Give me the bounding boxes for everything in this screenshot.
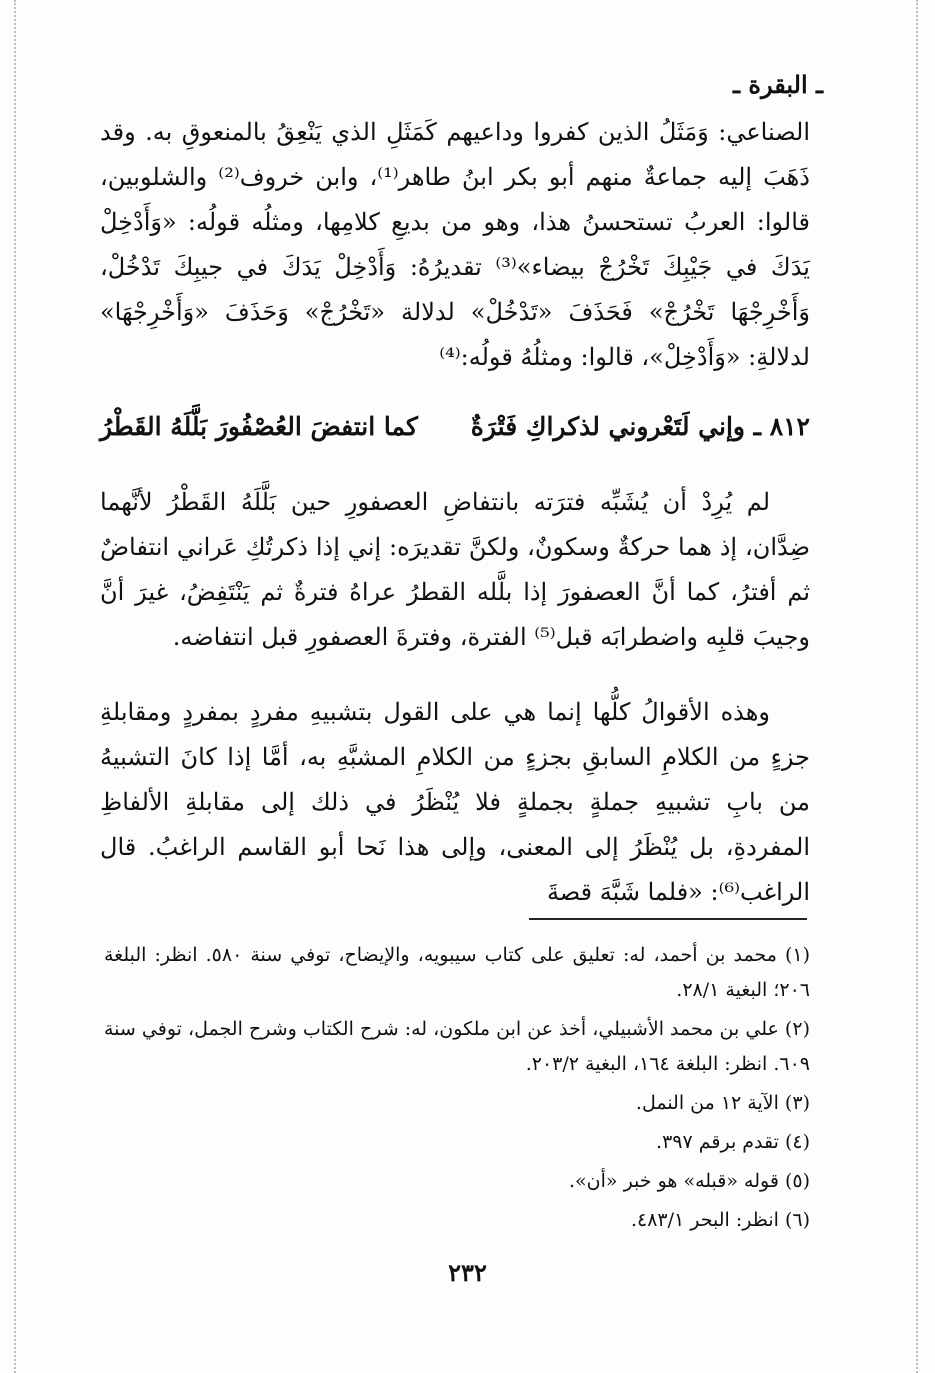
verse-first-hemistich: ٨١٢ ـ وإني لَتَعْروني لذكراكِ فَتْرَةٌ <box>470 412 810 441</box>
paragraph-2-text: لم يُرِدْ أن يُشَبِّه فترَته بانتفاضِ العصفورِ حين بَلَّلَهُ القَطْرُ لأنَّهما ضِدَّان، إذ هما حركةٌ وسكونٌ، ولكنَّ تقديرَه: إني إذا ذكرتُكِ عَراني انتفاضٌ ثم أفترُ، كما أنَّ العصفورَ إذا بلَّله القطرُ عراهُ فترةٌ ثم يَنْتَفِضُ، غيرَ أنَّ وجيبَ قلبِه واضطرابَه قبل⁽⁵⁾ الفترة، وفترةَ العصفورِ قبل انتفاضه. <box>100 488 810 651</box>
footnote-5: (٥) قوله «قبله» هو خبر «أن». <box>569 1170 810 1192</box>
footnotes <box>104 938 810 1242</box>
footnote-1: (١) محمد بن أحمد، له: تعليق على كتاب سيبويه، والإيضاح، توفي سنة ٥٨٠. انظر: البلغة ٢٠٦؛ البغية ٢٨/١. <box>104 944 810 1001</box>
paragraph-1-text: الصناعي: وَمَثَلُ الذين كفروا وداعيهم كَمَثَلِ الذي يَنْعِقُ بالمنعوقِ به. وقد ذَهَبَ إليه جماعةٌ منهم أبو بكر ابنُ طاهر⁽¹⁾، وابن خروف⁽²⁾ والشلوبين، قالوا: العربُ تستحسنُ هذا، وهو من بديعِ كلامِها، ومثلُه قولُه: «وَأَدْخِلْ يَدَكَ في جَيْبِكَ تَخْرُجْ بيضاء»⁽³⁾ تقديرُهُ: وَأَدْخِلْ يَدَكَ في جيبِكَ تَدْخُلْ، وَأَخْرِجْهَا تَخْرُجْ» فَحَذَفَ «تَدْخُلْ» لدلالة «تَخْرُجْ» وَحَذَفَ «وَأَخْرِجْهَا» لدلالةِ: «وَأَدْخِلْ»، قالوا: ومثلُهُ قولُه:⁽⁴⁾ <box>100 118 810 371</box>
paragraph-2 <box>100 480 810 660</box>
footnote-3: (٣) الآية ١٢ من النمل. <box>635 1092 810 1114</box>
verse-812 <box>100 412 810 441</box>
page-number: ٢٣٢ <box>448 1258 487 1287</box>
running-head: ـ البقرة ـ <box>733 70 823 99</box>
footnote-4: (٤) تقدم برقم ٣٩٧. <box>656 1131 810 1153</box>
paragraph-3-text: وهذه الأقوالُ كلُّها إنما هي على القول بتشبيهِ مفردٍ بمفردٍ ومقابلةِ جزءٍ من الكلامِ السابقِ بجزءٍ من الكلامِ المشبَّهِ به، أمَّا إذا كانَ التشبيهُ من بابِ تشبيهِ جملةٍ بجملةٍ فلا يُنْظَرُ في ذلك إلى مقابلةِ الألفاظِ المفردةِ، بل يُنْظَرُ إلى المعنى، وإلى هذا نَحا أبو القاسم الراغبُ. قال الراغب⁽⁶⁾: «فلما شَبَّهَ قصةَ <box>100 698 810 906</box>
right-scan-border <box>916 0 918 1373</box>
left-scan-border <box>14 0 16 1373</box>
footnote-6: (٦) انظر: البحر ٤٨٣/١. <box>630 1209 810 1231</box>
verse-second-hemistich: كما انتفضَ العُصْفُورَ بَلَّلَهُ القَطْرُ <box>100 412 418 441</box>
paragraph-3 <box>100 690 810 915</box>
footnote-separator <box>529 918 807 920</box>
footnote-2: (٢) علي بن محمد الأشبيلي، أخذ عن ابن ملكون، له: شرح الكتاب وشرح الجمل، توفي سنة ٦٠٩. انظر: البلغة ١٦٤، البغية ٢٠٣/٢. <box>104 1018 810 1075</box>
paragraph-1 <box>100 110 810 380</box>
